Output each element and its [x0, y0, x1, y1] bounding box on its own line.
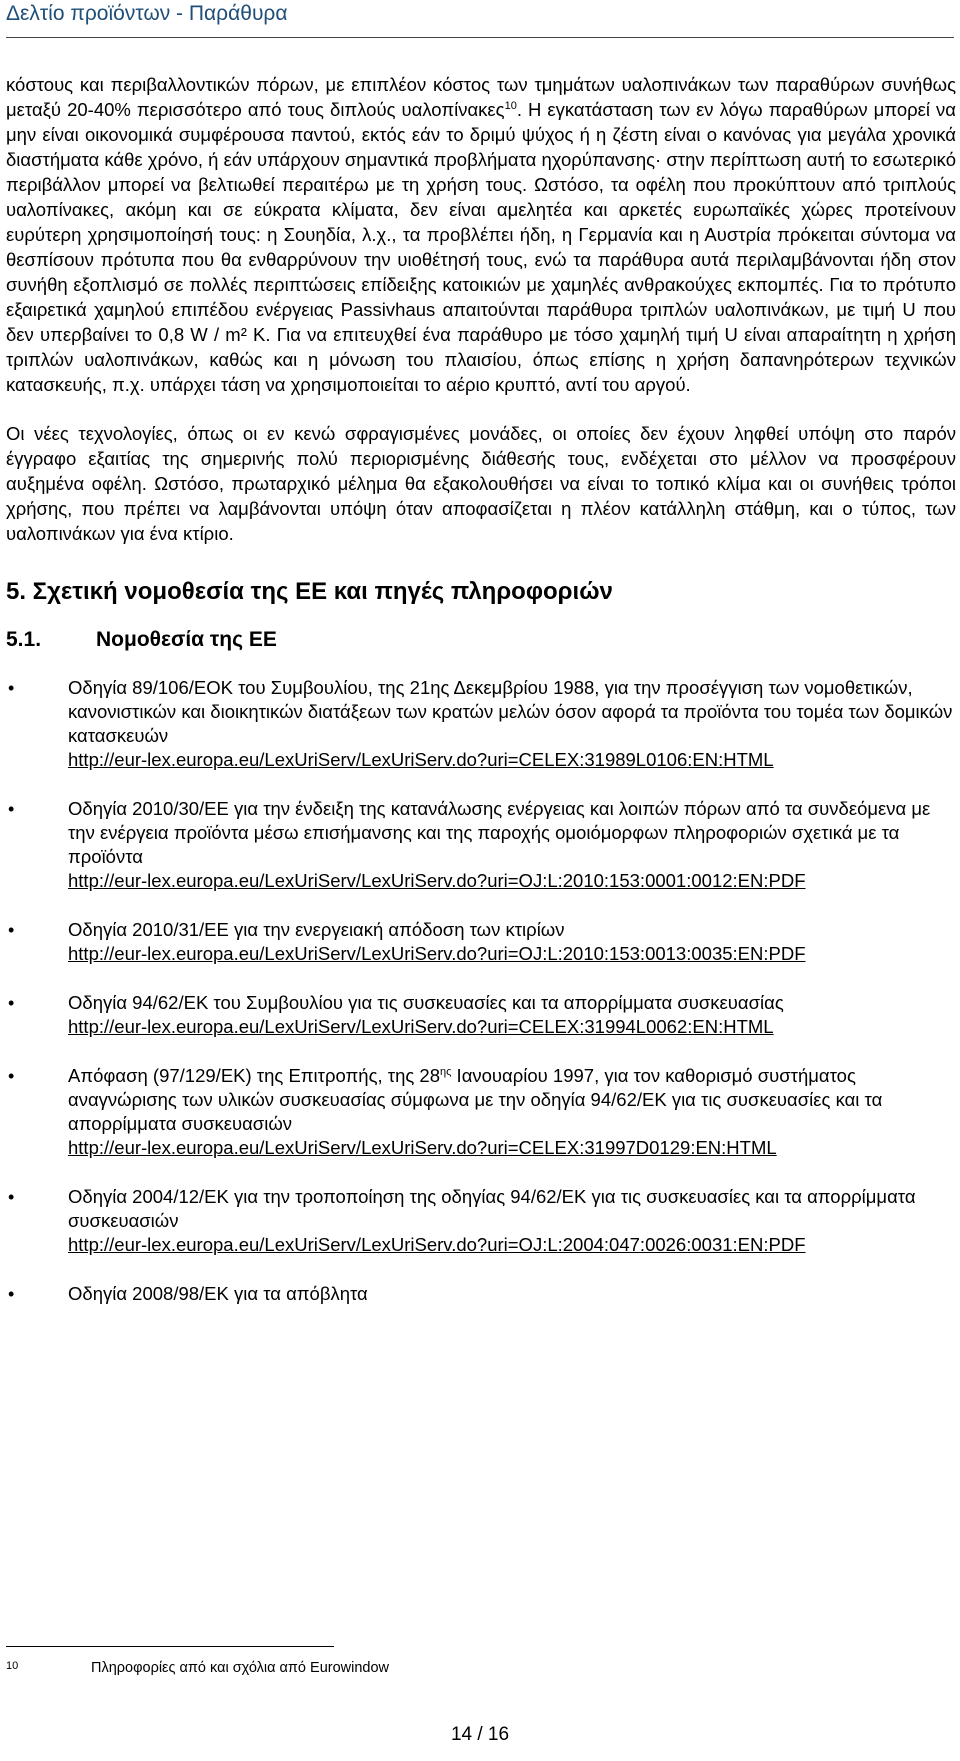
footnote-number: 10 — [6, 1660, 19, 1672]
list-item — [6, 918, 956, 966]
list-item — [6, 1282, 956, 1306]
list-item — [6, 676, 956, 772]
list-item — [6, 991, 956, 1039]
law-link[interactable]: http://eur-lex.europa.eu/LexUriServ/LexUriServ.do?uri=CELEX:31994L0062:EN:HTML — [68, 1016, 774, 1037]
law-description: Οδηγία 89/106/ΕΟΚ του Συμβουλίου, της 21ης Δεκεμβρίου 1988, για την προσέγγιση των νομοθετικών, κανονιστικών και διοικητικών διατάξεων των κρατών μελών όσον αφορά τα προϊόντα του τομέα των δομικών κατασκευών — [68, 677, 953, 746]
footnote-text: Πληροφορίες από και σχόλια από Eurowindow — [91, 1660, 390, 1676]
list-item — [6, 797, 956, 893]
ordinal-suffix: ης — [440, 1065, 452, 1078]
paragraph-text: . Η εγκατάσταση των εν λόγω παραθύρων μπορεί να μην είναι οικονομικά συμφέρουσα παντού, εκτός εάν το δριμύ ψύχος ή η ζέστη είναι ο κανόνας για μεγάλα χρονικά διαστήματα κάθε χρόνο, ή εάν υπάρχουν σημαντικά προβλήματα ηχορύπανσης· στην περίπτωση αυτή το εσωτερικό περιβάλλον μπορεί να βελτιωθεί περαιτέρω με τη χρήση τους. Ωστόσο, τα οφέλη που προκύπτουν από τριπλούς υαλοπίνακες, ακόμη και σε εύκρατα κλίματα, δεν είναι αμελητέα και αρκετές ευρωπαϊκές χώρες προτείνουν ευρύτερη χρησιμοποίησή τους: η Σουηδία, λ.χ., τα προβλέπει ήδη, η Γερμανία και η Αυστρία πρόκειται σύντομα να θεσπίσουν πρότυπα που θα ενθαρρύνουν την υιοθέτησή τους, ενώ τα παράθυρα αυτά περιλαμβάνονται ήδη στον συνήθη εξοπλισμό σε πολλές περιπτώσεις επίδειξης κατοικιών με χαμηλές ανθρακούχες εκπομπές. Για το πρότυπο εξαιρετικά χαμηλού επιπέδου ενέργειας Passivhaus απαιτούνται παράθυρα τριπλών υαλοπινάκων, με τιμή U που δεν υπερβαίνει το 0,8 W / m² K. Για να επιτευχθεί ένα παράθυρο με τόσο χαμηλή τιμή U είναι απαραίτητη η χρήση τριπλών υαλοπινάκων, καθώς και η μόνωση του πλαισίου, όπως επίσης η χρήση δαπανηρότερων τεχνικών κατασκευής, π.χ. υπάρχει τάση να χρησιμοποιείται το αέριο κρυπτό, αντί του αργού. — [6, 99, 957, 395]
law-description: Οδηγία 2010/30/ΕΕ για την ένδειξη της κατανάλωσης ενέργειας και λοιπών πόρων από τα συνδεόμενα με την ενέργεια προϊόντα μέσω επισήμανσης και της παροχής ομοιόμορφων πληροφοριών σχετικά με τα προϊόντα — [68, 798, 931, 867]
law-description: Οδηγία 2010/31/ΕΕ για την ενεργειακή απόδοση των κτιρίων — [68, 919, 565, 940]
footnote — [6, 1660, 906, 1676]
footnote-divider — [6, 1646, 334, 1647]
law-link[interactable]: http://eur-lex.europa.eu/LexUriServ/LexUriServ.do?uri=CELEX:31997D0129:EN:HTML — [68, 1137, 777, 1158]
bullet-icon: • — [8, 993, 15, 1013]
law-description: Οδηγία 2008/98/ΕΚ για τα απόβλητα — [68, 1283, 368, 1304]
document-header-title: Δελτίο προϊόντων - Παράθυρα — [6, 2, 288, 25]
eu-legislation-list — [6, 676, 956, 1306]
law-link[interactable]: http://eur-lex.europa.eu/LexUriServ/LexUriServ.do?uri=OJ:L:2004:047:0026:0031:EN:PDF — [68, 1234, 806, 1255]
law-link[interactable]: http://eur-lex.europa.eu/LexUriServ/LexUriServ.do?uri=OJ:L:2010:153:0001:0012:EN:PDF — [68, 870, 806, 891]
footnote-reference[interactable]: 10 — [504, 99, 517, 112]
body-paragraph-1 — [6, 72, 956, 397]
bullet-icon: • — [8, 678, 15, 698]
section-5-1-heading — [6, 626, 956, 654]
header-divider — [6, 37, 954, 38]
law-description: Οδηγία 94/62/ΕΚ του Συμβουλίου για τις συσκευασίες και τα απορρίμματα συσκευασίας — [68, 992, 784, 1013]
bullet-icon: • — [8, 1284, 15, 1304]
section-title: Νομοθεσία της ΕΕ — [96, 628, 277, 651]
list-item — [6, 1185, 956, 1257]
law-description: Οδηγία 2004/12/ΕΚ για την τροποποίηση της οδηγίας 94/62/ΕΚ για τις συσκευασίες και τα απορρίμματα συσκευασιών — [68, 1186, 916, 1231]
section-number: 5.1. — [6, 628, 42, 651]
page-number: 14 / 16 — [450, 1724, 510, 1745]
body-paragraph-2: Οι νέες τεχνολογίες, όπως οι εν κενώ σφραγισμένες μονάδες, οι οποίες δεν έχουν ληφθεί υπόψη στο παρόν έγγραφο εξαιτίας της σημερινής πολύ περιορισμένης διάθεσής τους, ενδέχεται στο μέλλον να προσφέρουν αυξημένα οφέλη. Ωστόσο, πρωταρχικό μέλημα θα εξακολουθήσει να είναι το τοπικό κλίμα και οι συνήθεις τρόποι χρήσης, που πρέπει να λαμβάνονται υπόψη όταν αποφασίζεται η πλέον κατάλληλη στάθμη, και ο τύπος, των υαλοπινάκων για ένα κτίριο. — [6, 423, 956, 544]
page-content — [6, 72, 956, 1331]
paragraph-text: κόστους και περιβαλλοντικών πόρων, με επιπλέον κόστος των τμημάτων υαλοπινάκων των παραθύρων συνήθως μεταξύ 20-40% περισσότερο από τους διπλούς υαλοπίνακες — [6, 74, 956, 120]
law-link[interactable]: http://eur-lex.europa.eu/LexUriServ/LexUriServ.do?uri=OJ:L:2010:153:0013:0035:EN:PDF — [68, 943, 806, 964]
bullet-icon: • — [8, 1187, 15, 1207]
law-text-part: Ιανουαρίου 1997, για τον καθορισμό συστήματος αναγνώρισης των υλικών συσκευασίας σύμφωνα με την οδηγία 94/62/ΕΚ για τις συσκευασίες και τα απορρίμματα συσκευασιών — [68, 1065, 883, 1134]
bullet-icon: • — [8, 799, 15, 819]
bullet-icon: • — [8, 1066, 15, 1086]
section-5-heading: 5. Σχετική νομοθεσία της ΕΕ και πηγές πληροφοριών — [6, 578, 613, 605]
law-description — [68, 1065, 882, 1134]
bullet-icon: • — [8, 920, 15, 940]
list-item — [6, 1064, 956, 1160]
law-link[interactable]: http://eur-lex.europa.eu/LexUriServ/LexUriServ.do?uri=CELEX:31989L0106:EN:HTML — [68, 749, 774, 770]
law-text-part: Απόφαση (97/129/ΕΚ) της Επιτροπής, της 28 — [68, 1065, 440, 1086]
